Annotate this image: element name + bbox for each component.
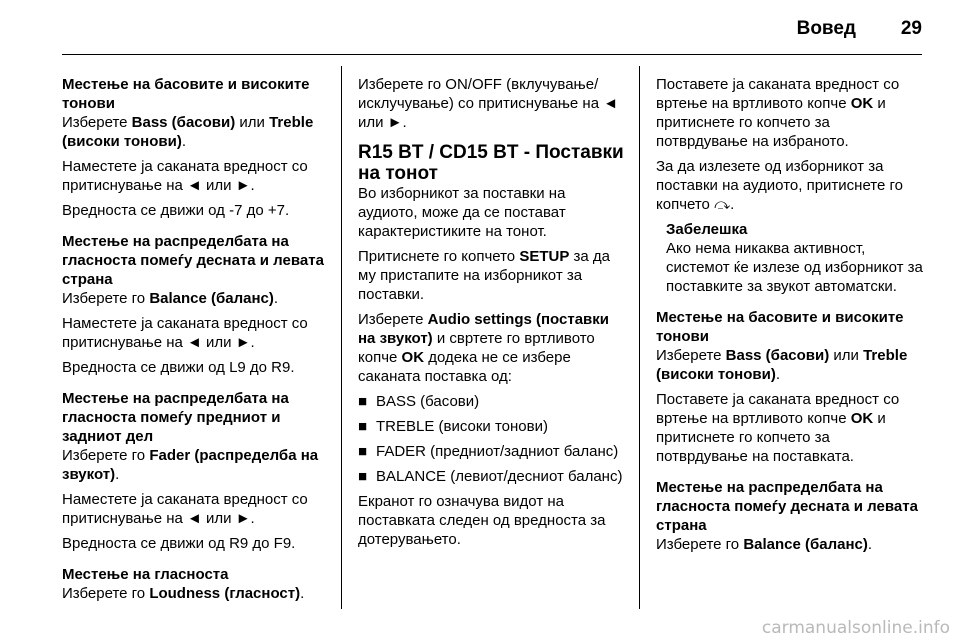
back-button-icon: ⤼: [714, 196, 731, 213]
list-item: ■ BALANCE (левиот/десниот баланс): [358, 468, 623, 485]
list-item: ■ BASS (басови): [358, 393, 480, 410]
page-number: 29: [900, 18, 922, 39]
bullet-icon: ■: [358, 468, 368, 485]
column-middle: [358, 75, 626, 555]
paragraph: Вредноста се движи од R9 до F9.: [62, 535, 296, 552]
paragraph: Вредноста се движи од -7 до +7.: [62, 202, 290, 219]
heading-bass-treble: Местење на басовите и високите тонови: [656, 309, 904, 345]
paragraph: Изберете Audio settings (поставки на звукот) и свртете го вртливото копче OK додека не се избере саканата поставка од:: [358, 311, 609, 385]
paragraph: Изберете го Balance (баланс).: [656, 536, 873, 553]
paragraph: Изберете го ON/OFF (вклучување/исклучување) со притиснување на ◄ или ►.: [358, 76, 619, 131]
heading-fader: Местење на распределбата на гласноста помеѓу предниот и задниот дел: [62, 390, 289, 445]
list-item: ■ TREBLE (високи тонови): [358, 418, 548, 435]
paragraph: Поставете ја саканата вредност со вртење на вртливото копче OK и притиснете го копчето за потврдување на избраното.: [656, 76, 900, 150]
paragraph: Наместете ја саканата вредност со притиснување на ◄ или ►.: [62, 491, 308, 527]
column-left: [62, 75, 330, 609]
paragraph: За да излезете од изборникот за поставки на аудиото, притиснете го копчето ⤼.: [656, 158, 903, 213]
heading-balance: Местење на распределбата на гласноста помеѓу десната и левата страна: [62, 233, 324, 288]
note-title: Забелешка: [666, 221, 748, 238]
paragraph: Изберете го Fader (распределба на звукот).: [62, 447, 319, 483]
paragraph: Изберете Bass (басови) или Treble (високи тонови).: [62, 114, 314, 150]
paragraph: Во изборникот за поставки на аудиото, може да се постават карактеристиките на тонот.: [358, 185, 566, 240]
heading-loudness: Местење на гласноста: [62, 566, 229, 583]
column-divider-2: [639, 66, 640, 609]
paragraph: Екранот го означува видот на поставката следен од вредноста за дотерувањето.: [358, 493, 606, 548]
paragraph: Изберете го Loudness (гласност).: [62, 585, 305, 602]
list-item: ■ FADER (предниот/задниот баланс): [358, 443, 619, 460]
heading-balance: Местење на распределбата на гласноста помеѓу десната и левата страна: [656, 479, 918, 534]
paragraph: Вредноста се движи од L9 до R9.: [62, 359, 295, 376]
header-rule: [62, 54, 922, 55]
paragraph: Притиснете го копчето SETUP за да му пристапите на изборникот за поставки.: [358, 248, 610, 303]
paragraph: Изберете Bass (басови) или Treble (високи тонови).: [656, 347, 908, 383]
paragraph: Изберете го Balance (баланс).: [62, 290, 279, 307]
section-title: R15 BT / CD15 BT - Поставки на тонот: [358, 142, 624, 184]
column-right: [656, 75, 924, 560]
note-text: Ако нема никаква активност, системот ќе излезе од изборникот за поставките за звукот автоматски.: [666, 240, 923, 295]
note-block: [656, 220, 924, 296]
paragraph: Поставете ја саканата вредност со вртење на вртливото копче OK и притиснете го копчето за потврдување на поставката.: [656, 391, 900, 465]
bullet-icon: ■: [358, 418, 368, 435]
paragraph: Наместете ја саканата вредност со притиснување на ◄ или ►.: [62, 158, 308, 194]
bullet-icon: ■: [358, 443, 368, 460]
page-header-title: Вовед: [796, 18, 856, 39]
bullet-icon: ■: [358, 393, 368, 410]
heading-bass-treble: Местење на басовите и високите тонови: [62, 76, 310, 112]
column-divider-1: [341, 66, 342, 609]
paragraph: Наместете ја саканата вредност со притиснување на ◄ или ►.: [62, 315, 308, 351]
watermark: carmanualsonline.info: [761, 618, 950, 638]
